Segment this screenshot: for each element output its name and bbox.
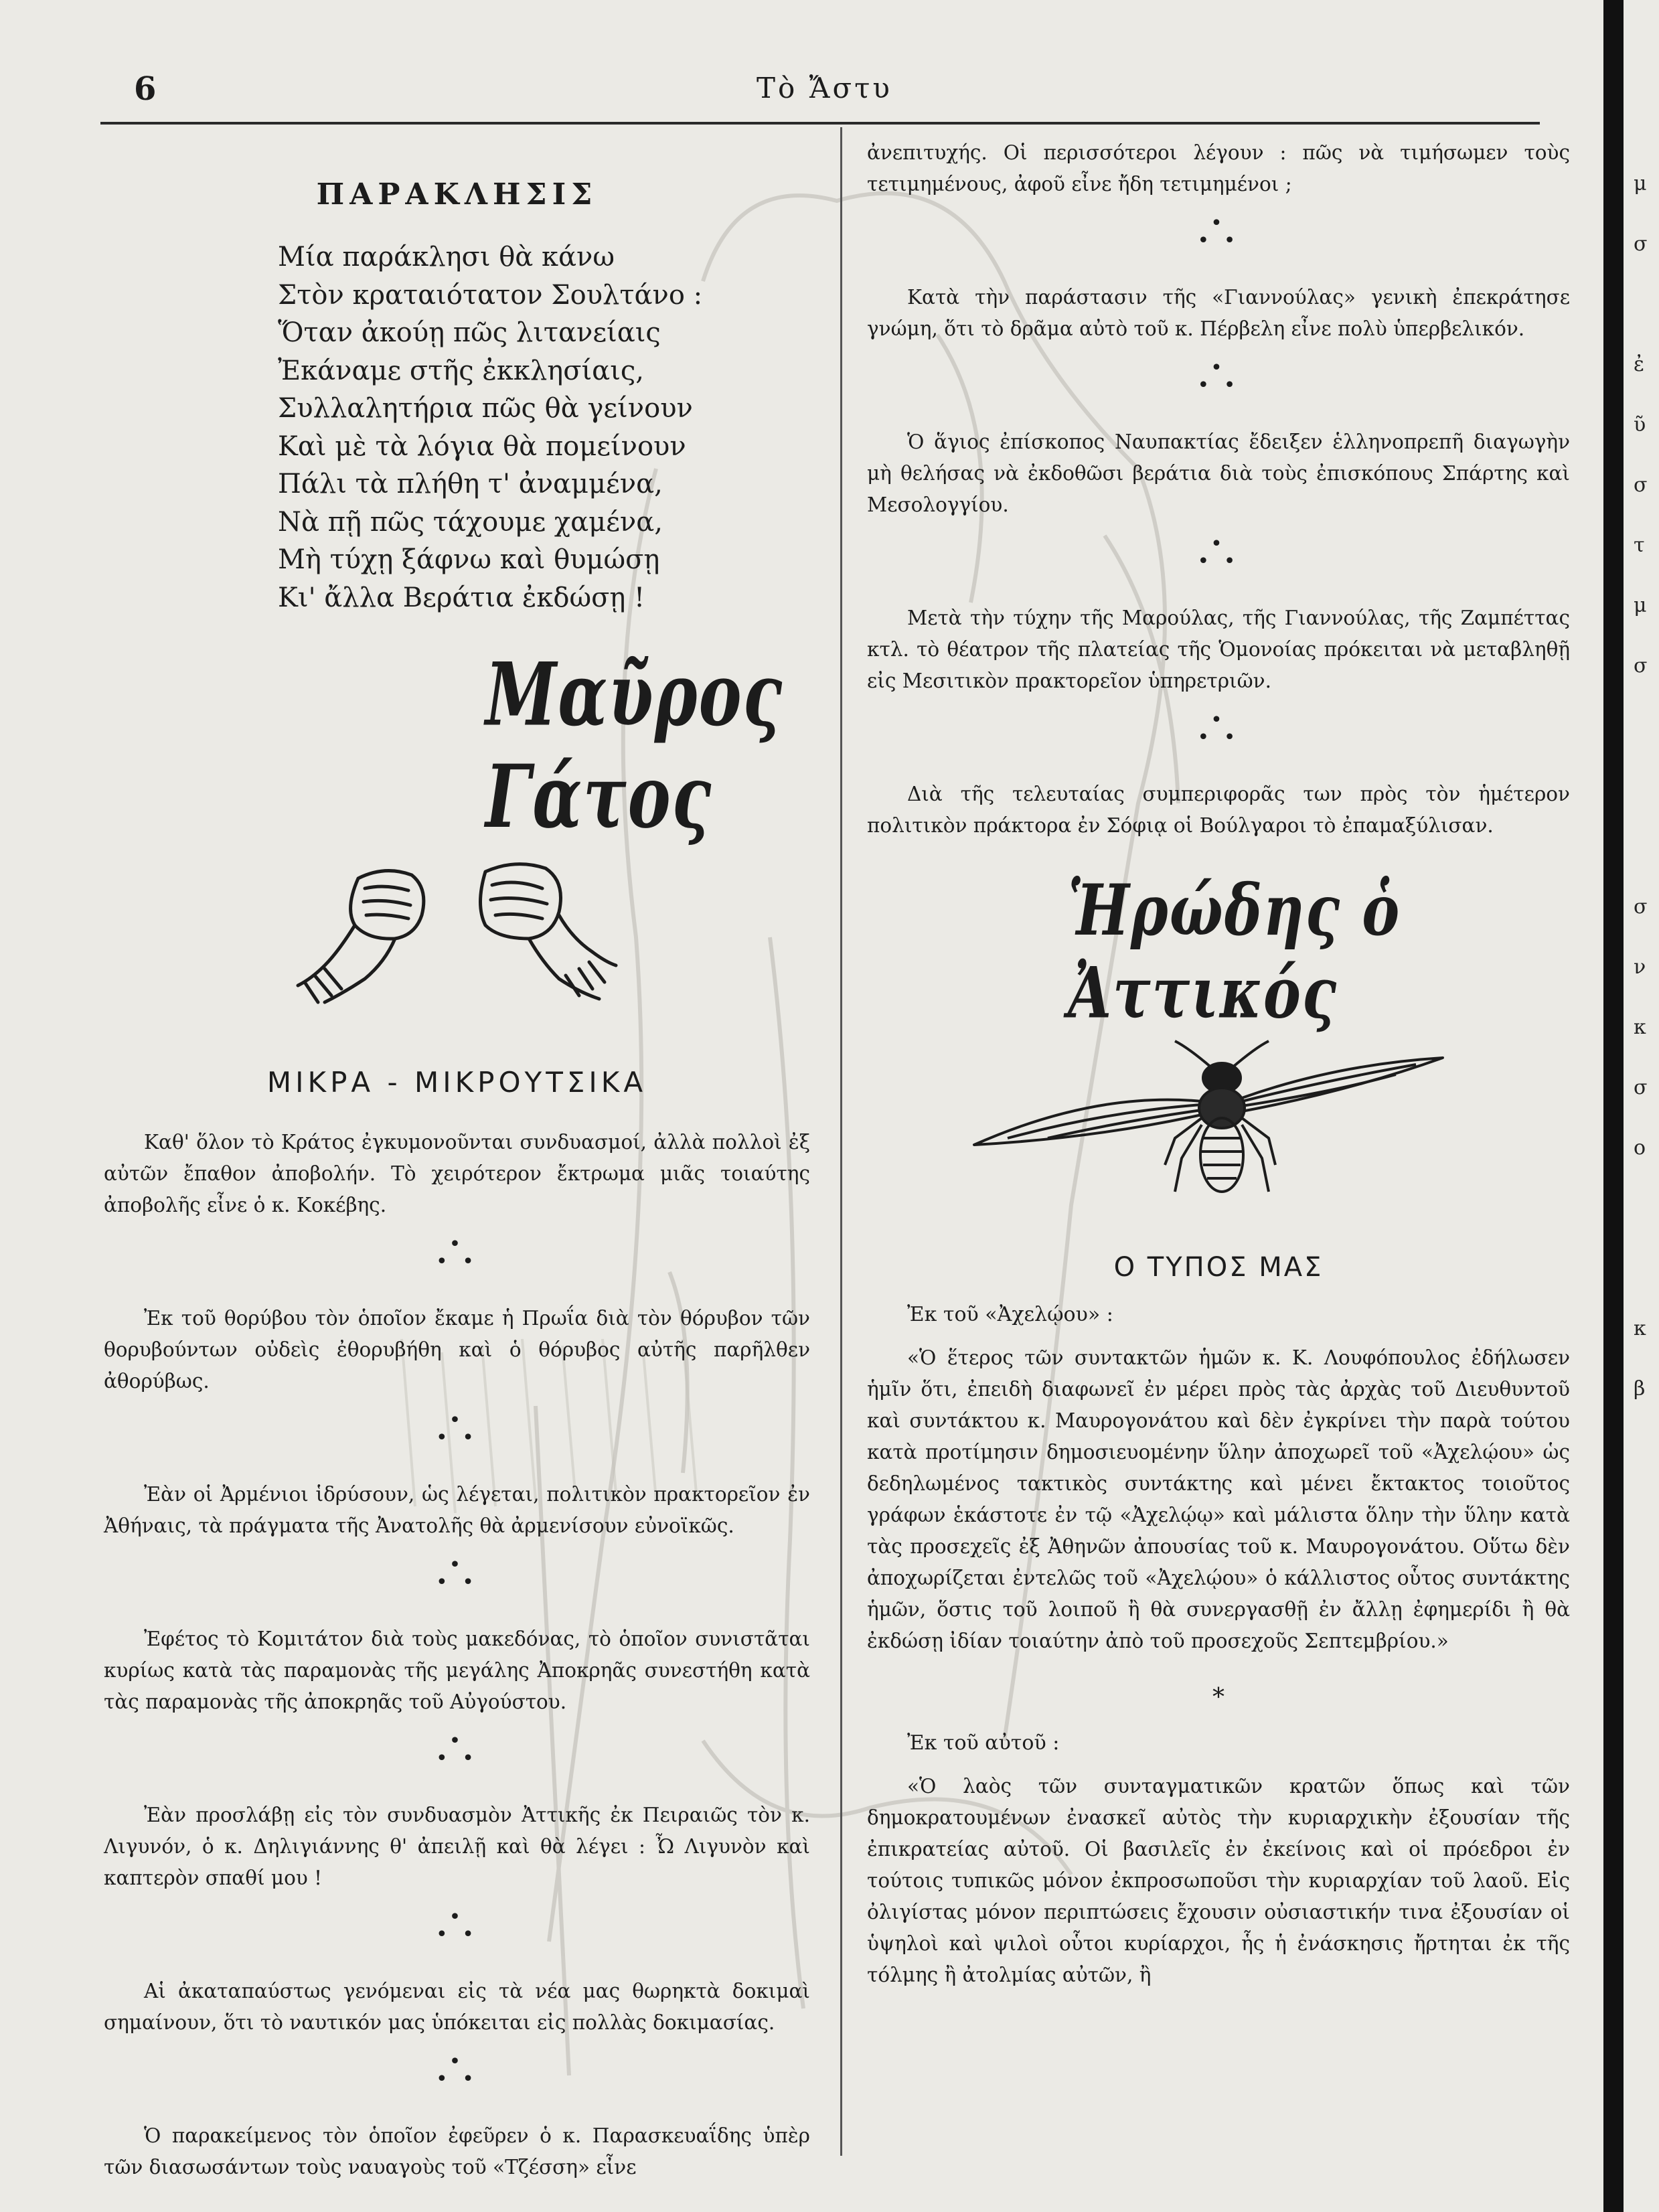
poem-line: Πάλι τὰ πλήθη τ' ἀναμμένα,	[278, 469, 663, 499]
quote-paragraph: «Ὁ λαὸς τῶν συνταγματικῶν κρατῶν ὅπως καὶ τῶν δημοκρατουμένων ἐνασκεῖ αὐτὸς τὴν κυριαρχικὴν ἐξουσίαν τῆς ἐπικρατείας αὐτοῦ. Οἱ βασιλεῖς ἐν ἐκείνοις καὶ οἱ πρόεδροι ἐν τούτοις τυπικῶς μόνον ἐκπροσωποῦσι τὴν κυριαρχίαν τοῦ λαοῦ. Εἰς ὀλιγίστας μόνον περιπτώσεις ἔχουσιν οὐσιαστικήν τινα ἐξουσίαν οἱ ὑψηλοὶ καὶ ψιλοὶ οὗτοι κυρίαρχοι, ἧς ἡ ἐνάσκησις ἤρτηται ἐκ τῆς τόλμης ἢ ἀτολμίας αὐτῶν, ἢ	[867, 1775, 1570, 1986]
news-paragraph: Διὰ τῆς τελευταίας συμπεριφορᾶς των πρὸς τὸν ἡμέτερον πολιτικὸν πράκτορα ἐν Σόφιᾳ οἱ Βούλγαροι τὸ ἐπαμαξύλισαν.	[867, 783, 1570, 837]
separator-dots-icon: • • •	[436, 1905, 478, 1946]
news-paragraph: Ἐφέτος τὸ Κομιτάτον διὰ τοὺς μακεδόνας, τὸ ὁποῖον συνιστᾶται κυρίως κατὰ τὰς παραμονὰς τῆς μεγάλης Ἀποκρηᾶς συνεστήθη κατὰ τὰς παραμονὰς τῆς ἀποκρηᾶς τοῦ Αὐγούστου.	[104, 1628, 810, 1713]
section-title-mikra: ΜΙΚΡΑ - ΜΙΚΡΟΥΤΣΙΚΑ	[266, 1066, 647, 1099]
poem	[278, 238, 810, 617]
poem-line: Μία παράκλησι θὰ κάνω	[278, 242, 615, 272]
left-column	[104, 161, 810, 2183]
binding-edge	[1603, 0, 1624, 2212]
news-paragraph: Ὁ ἅγιος ἐπίσκοπος Ναυπακτίας ἔδειξεν ἑλληνοπρεπῆ διαγωγὴν μὴ θελήσας νὰ ἐκδοθῶσι βεράτια διὰ τοὺς ἐπισκόπους Σπάρτης καὶ Μεσολογγίου.	[867, 430, 1570, 516]
separator-dots-icon: • • •	[1197, 532, 1240, 573]
poem-line: Μὴ τύχῃ ξάφνω καὶ θυμώσῃ	[278, 544, 660, 575]
column-signature: Ἡρώδης ὁ Ἀττικός	[1068, 868, 1401, 1034]
news-paragraph: Ἐὰν προσλάβῃ εἰς τὸν συνδυασμὸν Ἀττικῆς ἐκ Πειραιῶς τὸν κ. Λιγυνόν, ὁ κ. Δηλιγιάννης θ' ἀπειλῇ καὶ θὰ λέγει : Ὦ Λιγυνὸν καὶ καπτερὸν σπαθί μου !	[104, 1804, 810, 1889]
newspaper-title: Τὸ Ἄστυ	[757, 72, 892, 104]
poem-signature: Μαῦρος Γάτος	[485, 643, 784, 848]
news-paragraph: Μετὰ τὴν τύχην τῆς Μαρούλας, τῆς Γιαννούλας, τῆς Ζαμπέττας κτλ. τὸ θέατρον τῆς πλατείας τῆς Ὁμονοίας πρόκειται νὰ μεταβληθῇ εἰς Μεσιτικὸν πρακτορεῖον ὑπηρετριῶν.	[867, 607, 1570, 692]
quote-source: Ἐκ τοῦ αὐτοῦ :	[907, 1731, 1060, 1755]
separator-dots-icon: • • •	[436, 2050, 478, 2091]
poem-line: Νὰ πῇ πῶς τάχουμε χαμένα,	[278, 506, 663, 538]
poem-line: Στὸν κραταιότατον Σουλτάνο :	[278, 279, 703, 311]
separator-dots-icon: • • •	[436, 1233, 478, 1273]
quote-source: Ἐκ τοῦ «Ἀχελῴου» :	[907, 1303, 1113, 1326]
poem-line: Κι' ἄλλα Βεράτια ἐκδώσῃ !	[278, 582, 645, 613]
page-header	[100, 64, 1540, 117]
poem-title: ΠΑΡΑΚΛΗΣΙΣ	[316, 177, 598, 212]
poem-line: Ἐκάναμε στῆς ἐκκλησίαις,	[278, 355, 644, 386]
separator-dots-icon: • • •	[436, 1553, 478, 1594]
section-title-typos: Ο ΤΥΠΟΣ ΜΑΣ	[1113, 1252, 1324, 1283]
quote-paragraph: «Ὁ ἕτερος τῶν συντακτῶν ἡμῶν κ. Κ. Λουφόπουλος ἐδήλωσεν ἡμῖν ὅτι, ἐπειδὴ διαφωνεῖ ἐν μέρει πρὸς τὰς ἀρχὰς τοῦ Διευθυντοῦ καὶ συντάκτου κ. Μαυρογονάτου καὶ δὲν ἐγκρίνει τὴν παρὰ τούτου κατὰ προτίμησιν δημοσιευομένην ὕλην ἀποχωρεῖ τοῦ «Ἀχελῴου» ὡς δεδηλωμένος τακτικὸς συντάκτης καὶ μένει ἔκτακτος τοιοῦτος γράφων ἑκάστοτε ἐν τῷ «Ἀχελῴῳ» καὶ μάλιστα ὅλην τὴν ὕλην κατὰ τὰς προσεχεῖς ἐξ Ἀθηνῶν ἀπουσίας τοῦ κ. Μαυρογονάτου. Οὕτω δὲν ἀποχωρίζεται ἐντελῶς τοῦ «Ἀχελῴου» ὁ κάλλιστος οὗτος συντάκτης ἡμῶν, ὅστις τοῦ λοιποῦ ἢ θὰ συνεργασθῇ ἐν ἄλλῃ ἐφημερίδι ἢ θὰ ἐκδώσῃ ἰδίαν τοιαύτην ἀπὸ τοῦ προσεχοῦς Σεπτεμβρίου.»	[867, 1346, 1570, 1652]
news-paragraph: ἀνεπιτυχής. Οἱ περισσότεροι λέγουν : πῶς νὰ τιμήσωμεν τοὺς τετιμημένους, ἀφοῦ εἶνε ἤδη τετιμημένοι ;	[867, 141, 1570, 195]
column-divider	[840, 127, 842, 2156]
separator-dots-icon: • • •	[1197, 708, 1240, 749]
poem-line: Συλλαλητήρια πῶς θὰ γείνουν	[278, 393, 693, 424]
poem-line: Καὶ μὲ τὰ λόγια θὰ πομείνουν	[278, 430, 686, 462]
wasp-illustration	[961, 1038, 1483, 1218]
fists-illustration	[285, 852, 619, 1012]
page-number: 6	[134, 70, 157, 108]
separator-dots-icon: • • •	[1197, 212, 1240, 252]
poem-line: Ὅταν ἀκούῃ πῶς λιτανείαις	[278, 317, 661, 348]
adjacent-page-fragments: μ σ ἐ ῦ σ τ μ σ σ ν κ σ ο κ β	[1634, 172, 1648, 1401]
separator-dots-icon: • • •	[436, 1729, 478, 1770]
news-paragraph: Ὁ παρακείμενος τὸν ὁποῖον ἐφεῦρεν ὁ κ. Παρασκευαΐδης ὑπὲρ τῶν διασωσάντων τοὺς ναυαγοὺς τοῦ «Τζέσση» εἶνε	[104, 2124, 810, 2179]
asterisk-separator-icon: *	[1212, 1684, 1224, 1711]
header-rule	[100, 122, 1540, 125]
right-column	[867, 137, 1570, 1991]
news-paragraph: Κατὰ τὴν παράστασιν τῆς «Γιαννούλας» γενικὴ ἐπεκράτησε γνώμη, ὅτι τὸ δρᾶμα αὐτὸ τοῦ κ. Πέρβελη εἶνε πολὺ ὑπερβελικόν.	[867, 286, 1570, 340]
separator-dots-icon: • • •	[436, 1409, 478, 1449]
news-paragraph: Καθ' ὅλον τὸ Κράτος ἐγκυμονοῦνται συνδυασμοί, ἀλλὰ πολλοὶ ἐξ αὐτῶν ἔπαθον ἀποβολήν. Τὸ χειρότερον ἔκτρωμα μιᾶς τοιαύτης ἀποβολῆς εἶνε ὁ κ. Κοκέβης.	[104, 1131, 810, 1216]
news-paragraph: Αἱ ἀκαταπαύστως γενόμεναι εἰς τὰ νέα μας θωρηκτὰ δοκιμαὶ σημαίνουν, ὅτι τὸ ναυτικόν μας ὑπόκειται εἰς πολλὰς δοκιμασίας.	[104, 1980, 810, 2034]
news-paragraph: Ἐὰν οἱ Ἀρμένιοι ἱδρύσουν, ὡς λέγεται, πολιτικὸν πρακτορεῖον ἐν Ἀθήναις, τὰ πράγματα τῆς Ἀνατολῆς θὰ ἀρμενίσουν εὐνοϊκῶς.	[104, 1483, 810, 1537]
news-paragraph: Ἐκ τοῦ θορύβου τὸν ὁποῖον ἔκαμε ἡ Πρωΐα διὰ τὸν θόρυβον τῶν θορυβούντων οὐδεὶς ἐθορυβήθη καὶ ὁ θόρυβος αὐτῆς παρῆλθεν ἀθορύβως.	[104, 1307, 810, 1393]
separator-dots-icon: • • •	[1197, 356, 1240, 397]
